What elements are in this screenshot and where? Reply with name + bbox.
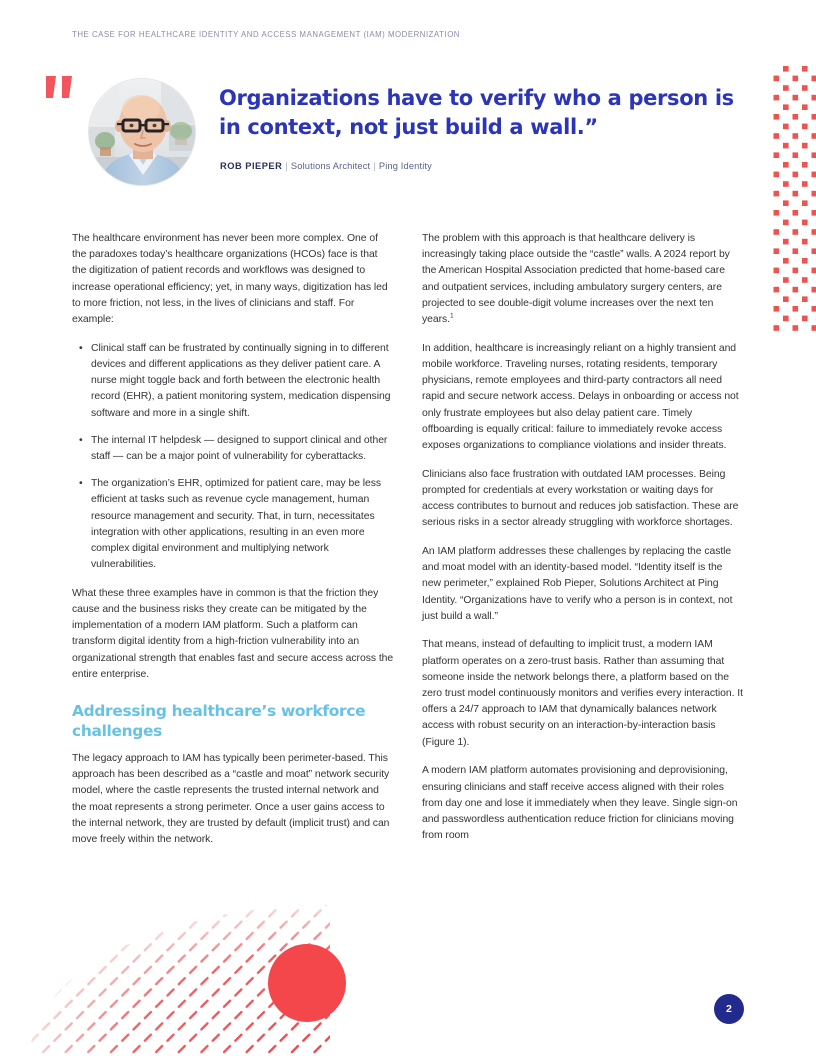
paragraph-problem-text: The problem with this approach is that healthcare delivery is increasingly taking place outside the “castle” walls. A 2024 report by the American Hospital Association predicted that home-based care and outpatient services, including ambulatory surgery centers, are projected to see double-digit volume increases over the next ten years.	[422, 233, 730, 326]
paragraph-intro: The healthcare environment has never been more complex. One of the paradoxes today’s healthcare organizations (HCOs) face is that the digitization of patient records and workflows was designed to increase operational efficiency; yet, in many ways, digitization has led to more friction, not less, in the lives of clinicians and staff. For example:	[72, 233, 388, 326]
red-circle-decoration	[268, 944, 346, 1022]
paragraph-iam-platform: An IAM platform addresses these challenges by replacing the castle and moat model with an identity-based model. “Identity itself is the new perimeter,” explained Rob Pieper, Solutions Architect at Ping Identity. “Organizations have to verify who a person is in context, not just build a wall.”	[422, 545, 733, 622]
pull-quote-block	[44, 72, 734, 192]
attribution-separator-1: |	[285, 161, 288, 171]
left-column	[72, 231, 394, 861]
quotation-mark-icon	[44, 72, 84, 112]
page-number-badge: 2	[714, 994, 744, 1024]
paragraph-legacy-approach: The legacy approach to IAM has typically been perimeter-based. This approach has been described as a “castle and moat” network security model, where the castle represents the trusted internal network and the moat represents a strong perimeter. Once a user gains access to the internal network, they are trusted by default (implicit trust) and can move freely within the network.	[72, 753, 390, 846]
attribution-name: ROB PIEPER	[220, 161, 283, 171]
paragraph-problem	[422, 231, 744, 328]
challenge-bullet-list	[72, 341, 394, 574]
quote-attribution	[220, 161, 432, 171]
paragraph-clinician-frustration: Clinicians also face frustration with outdated IAM processes. Being prompted for credentials at every workstation or waiting days for access contributes to burnout and reduces job satisfaction. These are serious risks in a sector already struggling with workforce shortages.	[422, 468, 739, 529]
pull-quote-text: Organizations have to verify who a person is in context, not just build a wall.”	[219, 86, 734, 139]
list-item: • The organization’s EHR, optimized for patient care, may be less efficient at tasks such as revenue cycle management, human resource management and security. That, in turn, necessitates integration with other applications, resulting in an even more complex digital environment and multiplying network vulnerabilities.	[83, 476, 394, 573]
right-column	[422, 231, 744, 857]
paragraph-automation: A modern IAM platform automates provisioning and deprovisioning, ensuring clinicians and staff receive access aligned with their roles from day one and lose it immediately when they leave. Single sign-on and passwordless authentication reduce friction for clinicians moving from room	[422, 765, 738, 842]
paragraph-mobile-workforce: In addition, healthcare is increasingly reliant on a highly transient and mobile workforce. Traveling nurses, rotating residents, temporary physicians, remote employees and third-party contractors all need rapid and secure network access. Delays in onboarding or access not only frustrate employees but also delay patient care. Timely offboarding is equally critical: failure to immediately revoke access exposes organizations to compliance violations and insider threats.	[422, 342, 739, 451]
attribution-role: Solutions Architect	[290, 161, 371, 171]
attribution-company: Ping Identity	[378, 161, 432, 171]
attribution-separator-2: |	[373, 161, 376, 171]
paragraph-summary: What these three examples have in common is that the friction they cause and the business risks they create can be mitigated by the implementation of a modern IAM platform. Such a platform can transform digital identity from a high-friction vulnerability into an organizational strength that enables fast and secure access across the entire enterprise.	[72, 587, 394, 680]
list-item: • The internal IT helpdesk — designed to support clinical and other staff — can be a major point of vulnerability for cyberattacks.	[83, 433, 394, 465]
footnote-reference: 1	[450, 312, 454, 320]
running-header: THE CASE FOR HEALTHCARE IDENTITY AND ACCESS MANAGEMENT (IAM) MODERNIZATION	[72, 30, 460, 39]
dot-grid-decoration	[766, 66, 816, 334]
avatar	[88, 78, 196, 186]
paragraph-zero-trust: That means, instead of defaulting to implicit trust, a modern IAM platform operates on a zero-trust basis. Rather than assuming that someone inside the network belongs there, a platform based on the zero trust model continuously monitors and verifies every interaction. It offers a 24/7 approach to IAM that dynamically balances network access with robust security on an interaction-by-interaction basis (Figure 1).	[422, 639, 743, 748]
section-heading: Addressing healthcare’s workforce challenges	[72, 702, 366, 741]
list-item: • Clinical staff can be frustrated by continually signing in to different devices and different applications as they deliver patient care. A nurse might toggle back and forth between the electronic health record (EHR), a patient monitoring system, medication dispensing software and more in a single shift.	[83, 341, 394, 422]
